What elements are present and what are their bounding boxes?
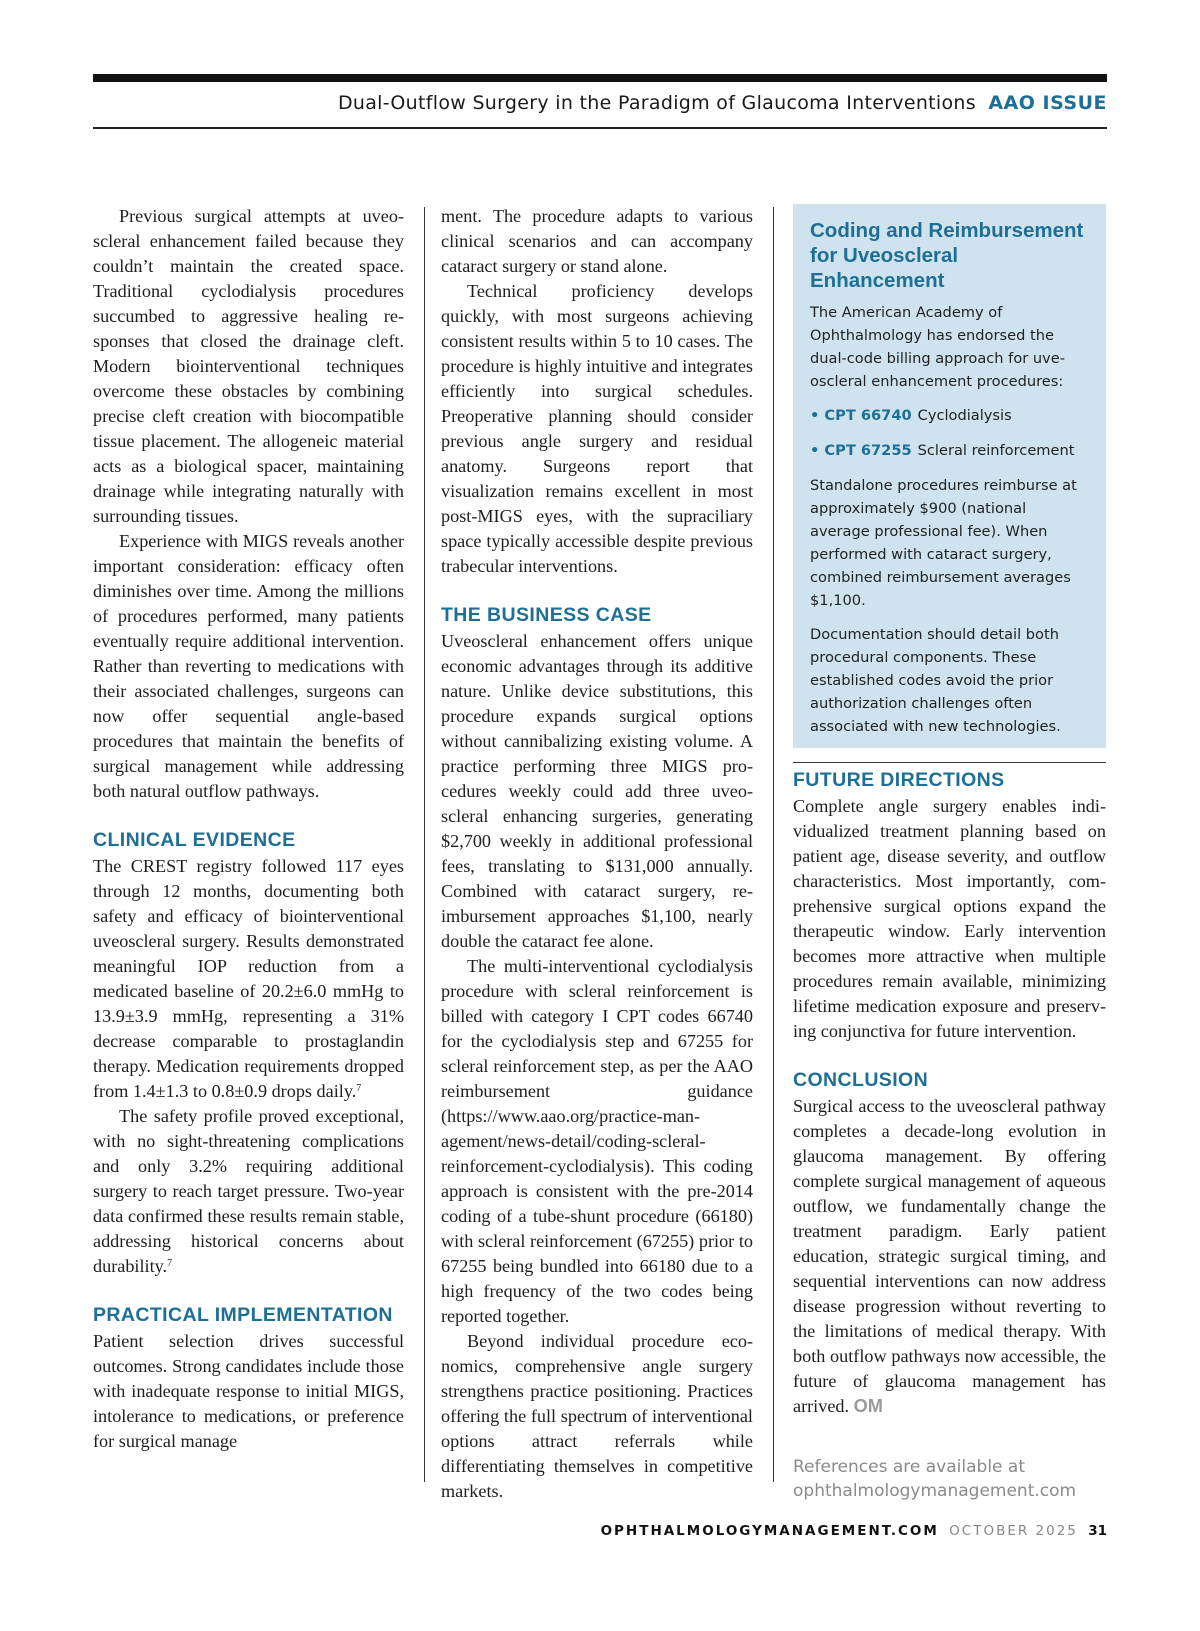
cpt-code: • CPT 66740 [810,407,912,424]
cpt-description: Scleral reinforcement [917,442,1075,459]
cpt-code-row [810,439,1090,462]
paragraph-conclusion [793,1094,1106,1419]
references-note [793,1455,1106,1503]
section-heading-business-case: THE BUSINESS CASE [441,604,652,626]
article-column-2 [441,204,753,1504]
footer-site[interactable]: OPHTHALMOLOGYMANAGEMENT.COM [600,1523,939,1539]
paragraph-safety [93,1104,404,1279]
article-column-1 [93,204,404,1454]
paragraph: Uveoscleral enhancement offers unique economic advantages through its additive nature. Unlike device substitutions, this procedure expands surgical options without cannibalizing existing volume. A practice performing three MIGS procedures weekly could add three uveoscleral enhancing surgeries, generating $2,700 weekly in additional professional fees, translating to $131,000 annually. Combined with cataract surgery, reimbursement approaches $1,100, nearly double the cataract fee alone. [441,631,753,951]
section-heading-practical-implementation: PRACTICAL IMPLEMENTATION [93,1304,393,1326]
paragraph-clinical [93,854,404,1104]
paragraph: Previous surgical attempts at uveoscleral enhancement failed because they couldn’t maintain the created space. Traditional cyclodialysis procedures succumbed to aggressive healing responses that closed the drainage cleft. Modern biointerventional techniques overcome these obstacles by combining precise cleft creation with biocompatible tissue placement. The allogeneic material acts as a biological spacer, maintaining drainage while integrating naturally with surrounding tissues. [93,206,404,526]
sidebar-bottom-rule [793,762,1106,763]
cpt-code-row [810,404,1090,427]
paragraph: Patient selection drives successful outcomes. Strong candidates include those with inadequate response to initial MIGS, intolerance to medications, or preference for surgical manage [93,1331,404,1451]
sidebar-reimbursement-text: Standalone procedures reimburse at approximately $900 (national average professional fee). When performed with cataract surgery, combined reimbursement averages $1,100. [810,477,1077,609]
paragraph-text: The CREST registry followed 117 eyes through 12 months, documenting both safety and efficacy of biointerventional uveoscleral surgery. Results demonstrated meaningful IOP reduction from a medicated baseline of 20.2±6.0 mmHg to 13.9±3.9 mmHg, representing a 31% decrease comparable to prostaglandin therapy. Medication requirements dropped from 1.4±1.3 to 0.8±0.9 drops daily. [93,856,404,1101]
sidebar-intro: The American Academy of Ophthalmology has endorsed the dual-code billing approach for uveoscleral enhancement procedures: [810,304,1066,390]
paragraph: Technical proficiency develops quickly, with most surgeons achieving consistent results within 5 to 10 cases. The procedure is highly intuitive and integrates efficiently into surgical schedules. Preoperative planning should consider previous angle surgery and residual anatomy. Surgeons report that visualization remains excellent in most post-MIGS eyes, with the supraciliary space typically accessible despite previous trabecular interventions. [441,281,753,576]
article-column-3 [793,766,1106,1419]
paragraph-text: The safety profile proved exceptional, with no sight-threatening complications and only 3.2% requiring additional surgery to reach target pressure. Two-year data confirmed these results remain stable, addressing historical concerns about durability. [93,1106,404,1276]
paragraph: ment. The procedure adapts to various clinical scenarios and can accompany cataract surgery or stand alone. [441,206,753,276]
section-heading-conclusion: CONCLUSION [793,1069,929,1091]
running-title: Dual-Outflow Surgery in the Paradigm of Glaucoma Interventions [337,92,976,114]
header-rule [93,127,1107,129]
cpt-description: Cyclodialysis [917,407,1012,424]
section-heading-clinical-evidence: CLINICAL EVIDENCE [93,829,296,851]
paragraph: Complete angle surgery enables individualized treatment planning based on patient age, disease severity, and outflow characteristics. Most importantly, comprehensive surgical options expand the therapeutic window. Early intervention becomes more attractive when multiple procedures remain available, minimizing lifetime medication exposure and preserving conjunctiva for future intervention. [793,796,1106,1041]
section-heading-future-directions: FUTURE DIRECTIONS [793,769,1005,791]
references-line: References are available at [793,1457,1025,1477]
running-head [93,92,1107,114]
paragraph: The multi-interventional cyclodialysis procedure with scleral reinforcement is billed with category I CPT codes 66740 for the cyclodialysis step and 67255 for scleral reinforcement step, as per the AAO reimbursement guidance (https://www.aao.org/practice-management/news-detail/coding-scleral-reinforcement-cyclodialysis). This coding approach is consistent with the pre-2014 coding of a tube-shunt procedure (66180) with scleral reinforcement (67255) prior to 67255 being bundled into 66180 due to a high frequency of the two codes being reported together. [441,956,753,1326]
column-divider-1 [424,207,425,1482]
reference-superscript: 7 [356,1083,362,1094]
issue-tag: AAO ISSUE [988,92,1107,114]
column-divider-2 [773,207,774,1482]
page-footer [93,1523,1107,1539]
coding-sidebar-box [793,204,1106,748]
top-rule [93,74,1107,82]
cpt-code: • CPT 67255 [810,442,912,459]
paragraph-text: Surgical access to the uveoscleral pathway completes a decade-long evolution in glaucoma management. By offering complete surgical management of aqueous outflow, we fundamentally change the treatment paradigm. Early patient education, strategic surgical timing, and sequential interventions can now address disease progression without reverting to the limitations of medical therapy. With both outflow pathways now accessible, the future of glaucoma management has arrived. [793,1096,1106,1416]
sidebar-documentation-text: Documentation should detail both procedural components. These established codes avoid the prior authorization challenges often associated with new technologies. [810,626,1061,735]
sidebar-title: Coding and Reimbursement for Uveoscleral Enhancement [810,219,1084,292]
footer-date: OCTOBER 2025 [949,1523,1078,1539]
reference-superscript: 7 [167,1258,173,1269]
paragraph: Experience with MIGS reveals another important consideration: efficacy often diminishes over time. Among the millions of procedures performed, many patients eventually require additional intervention. Rather than reverting to medications with their associated challenges, surgeons can now offer sequential angle-based procedures that maintain the benefits of surgical management while addressing both natural outflow pathways. [93,531,404,801]
references-url[interactable]: ophthalmologymanagement.com [793,1481,1077,1501]
end-mark-logo: OM [853,1396,883,1416]
paragraph: Beyond individual procedure economics, comprehensive angle surgery strengthens practice positioning. Practices offering the full spectrum of interventional options attract referrals while differentiating themselves in competitive markets. [441,1331,753,1501]
page-number: 31 [1088,1523,1107,1539]
